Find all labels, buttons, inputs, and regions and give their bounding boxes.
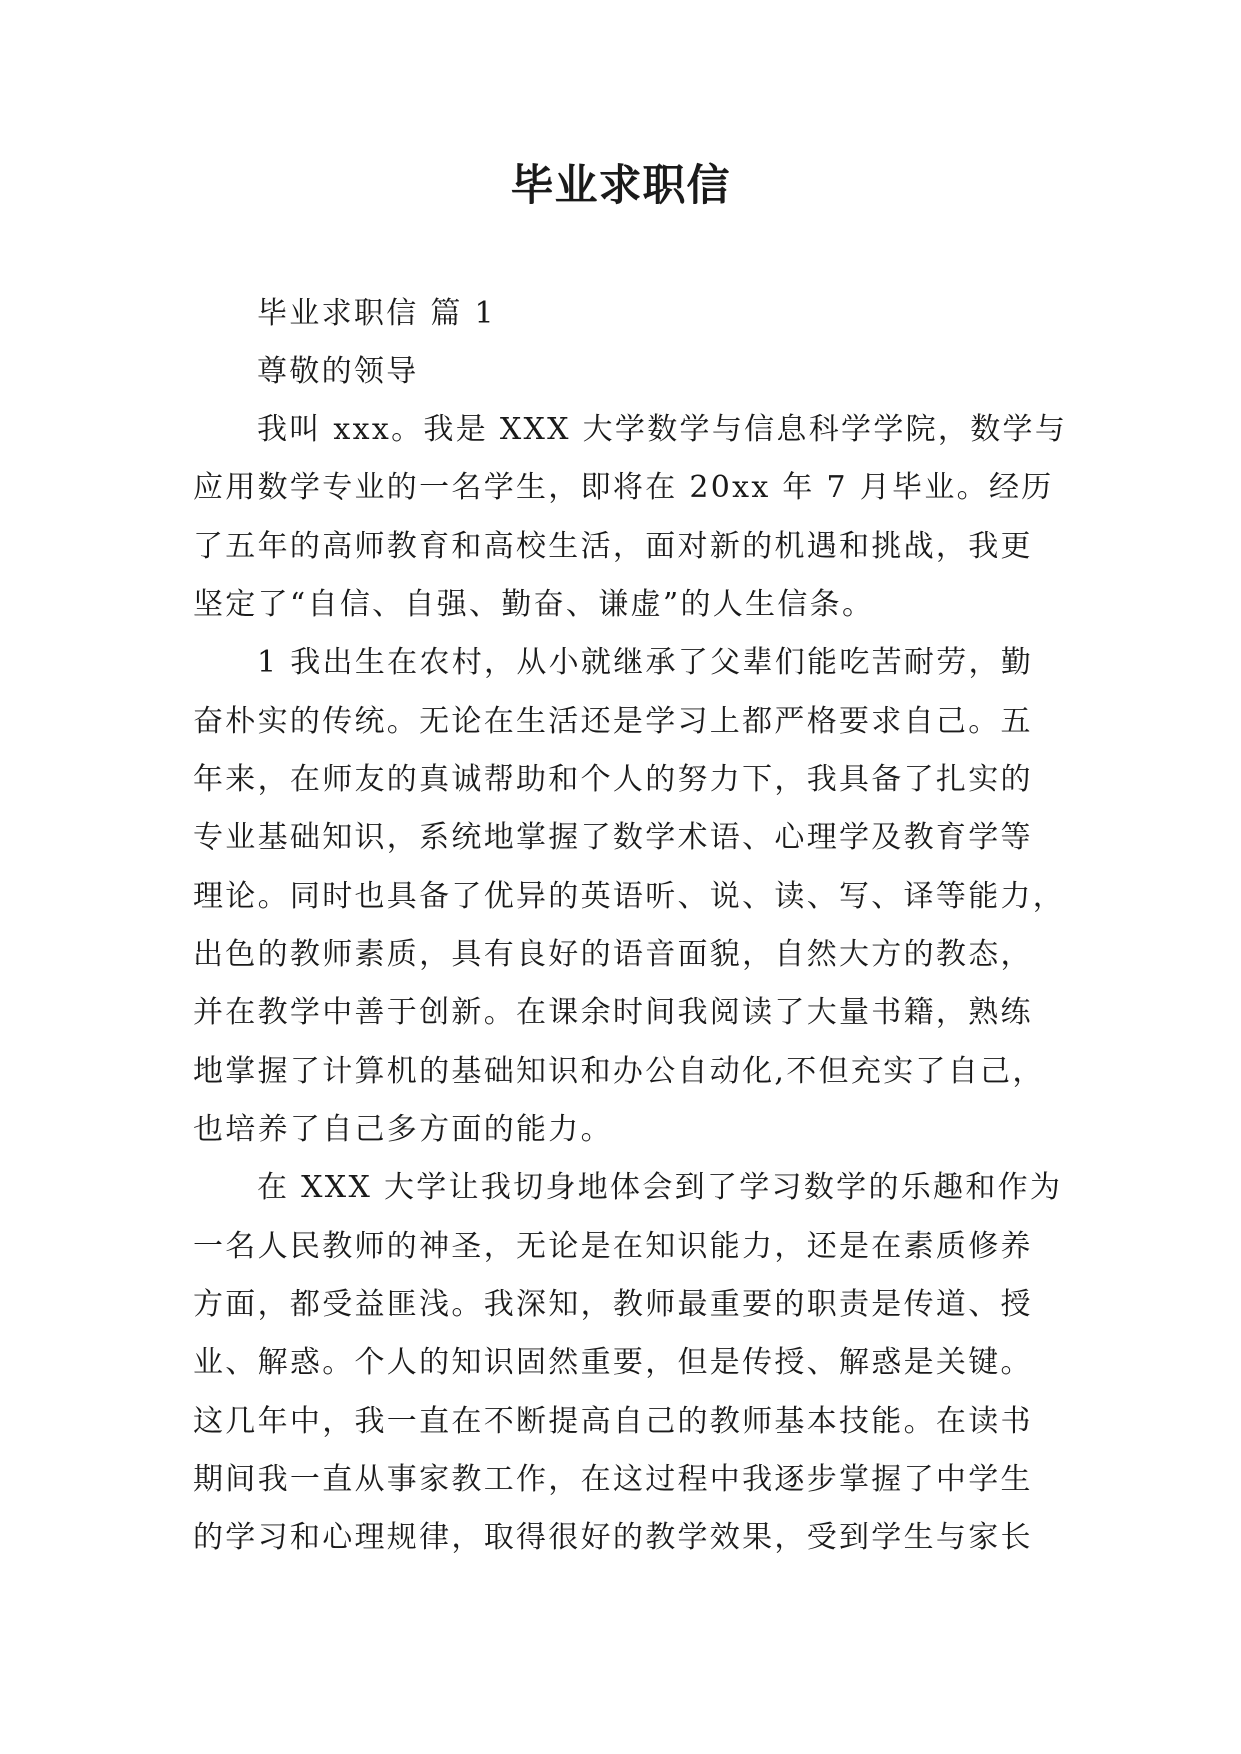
paragraph-2-line-9: 也培养了自己多方面的能力。 [193,1112,613,1147]
paragraph-2-line-5: 理论。同时也具备了优异的英语听、说、读、写、译等能力， [193,879,1066,914]
salutation: 尊敬的领导 [257,354,419,389]
paragraph-2-line-7: 并在教学中善于创新。在课余时间我阅读了大量书籍，熟练 [193,995,1033,1030]
paragraph-1-line-2: 应用数学专业的一名学生，即将在 20xx 年 7 月毕业。经历 [193,470,1054,505]
paragraph-1-line-1: 我叫 xxx。我是 XXX 大学数学与信息科学学院，数学与 [257,412,1068,447]
paragraph-3-line-4: 业、解惑。个人的知识固然重要，但是传授、解惑是关键。 [193,1345,1033,1380]
paragraph-3-line-3: 方面，都受益匪浅。我深知，教师最重要的职责是传道、授 [193,1287,1033,1322]
paragraph-3-line-6: 期间我一直从事家教工作，在这过程中我逐步掌握了中学生 [193,1462,1033,1497]
paragraph-1-line-4: 坚定了“自信、自强、勤奋、谦虚”的人生信条。 [193,587,875,622]
paragraph-3-line-7: 的学习和心理规律，取得很好的教学效果，受到学生与家长 [193,1520,1033,1555]
paragraph-2-line-4: 专业基础知识，系统地掌握了数学术语、心理学及教育学等 [193,820,1033,855]
document-title: 毕业求职信 [510,161,731,211]
paragraph-1-line-3: 了五年的高师教育和高校生活，面对新的机遇和挑战，我更 [193,529,1033,564]
paragraph-2-line-3: 年来，在师友的真诚帮助和个人的努力下，我具备了扎实的 [193,762,1033,797]
paragraph-2-line-8: 地掌握了计算机的基础知识和办公自动化,不但充实了自己， [193,1054,1045,1089]
paragraph-3-line-2: 一名人民教师的神圣，无论是在知识能力，还是在素质修养 [193,1229,1033,1264]
paragraph-3-line-5: 这几年中，我一直在不断提高自己的教师基本技能。在读书 [193,1404,1033,1439]
paragraph-2-line-2: 奋朴实的传统。无论在生活还是学习上都严格要求自己。五 [193,704,1033,739]
paragraph-3-line-1: 在 XXX 大学让我切身地体会到了学习数学的乐趣和作为 [257,1170,1063,1205]
paragraph-2-line-6: 出色的教师素质，具有良好的语音面貌，自然大方的教态， [193,937,1033,972]
section-heading: 毕业求职信 篇 1 [257,296,496,331]
paragraph-2-line-1: 1 我出生在农村，从小就继承了父辈们能吃苦耐劳，勤 [257,645,1034,680]
